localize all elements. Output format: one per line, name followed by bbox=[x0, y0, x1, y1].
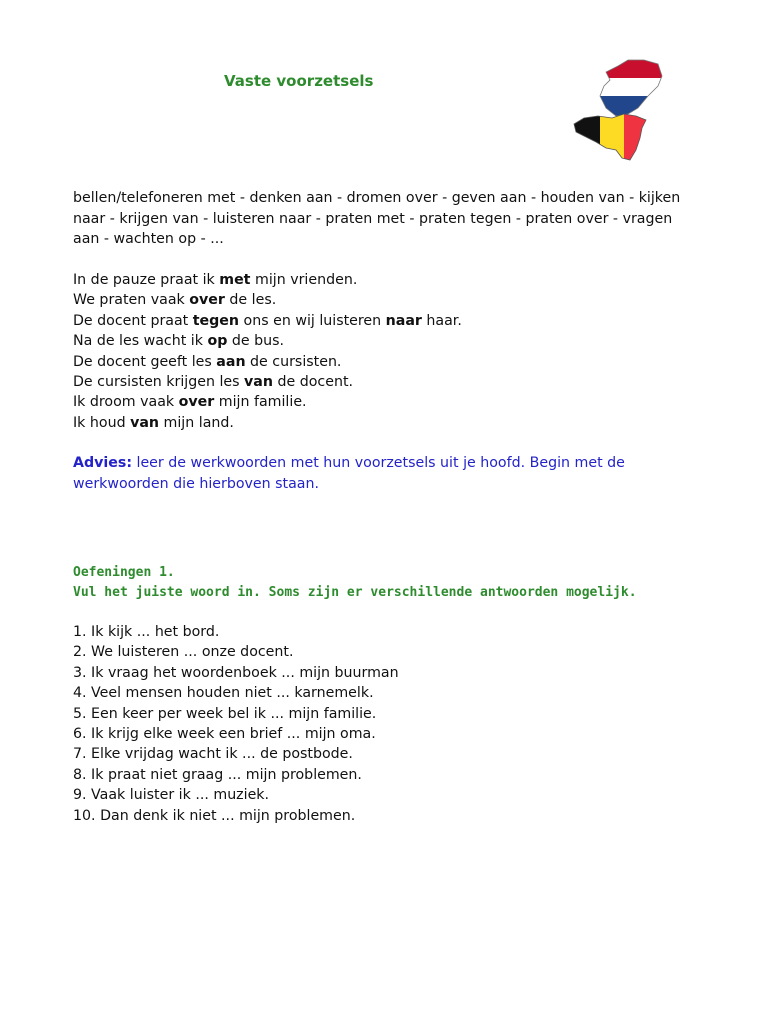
example-sentence: Ik droom vaak over mijn familie. bbox=[73, 394, 307, 411]
exercise-header bbox=[73, 563, 693, 603]
example-sentence: De docent geeft les aan de cursisten. bbox=[73, 353, 342, 370]
exercise-item: 6. Ik krijg elke week een brief ... mijn oma. bbox=[73, 726, 376, 743]
example-sentence: We praten vaak over de les. bbox=[73, 292, 277, 309]
exercise-item: 2. We luisteren ... onze docent. bbox=[73, 644, 294, 661]
advice-label: Advies: bbox=[73, 455, 132, 471]
exercise-instruction: Vul het juiste woord in. Soms zijn er verschillende antwoorden mogelijk. bbox=[73, 585, 637, 600]
exercise-item: 8. Ik praat niet graag ... mijn problemen. bbox=[73, 766, 362, 783]
verb-preposition-list: bellen/telefoneren met - denken aan - dromen over - geven aan - houden van - kijken naar - krijgen van - luisteren naar - praten met - praten tegen - praten over - vragen aan - wachten op - ... bbox=[73, 190, 681, 247]
exercise-heading: Oefeningen 1. bbox=[73, 565, 175, 580]
example-sentence: De docent praat tegen ons en wij luisteren naar haar. bbox=[73, 312, 462, 329]
advice-note bbox=[73, 453, 653, 494]
example-sentence: De cursisten krijgen les van de docent. bbox=[73, 374, 354, 391]
example-sentence: Na de les wacht ik op de bus. bbox=[73, 333, 285, 350]
netherlands-belgium-flag-map-icon bbox=[566, 56, 678, 168]
exercise-item: 1. Ik kijk ... het bord. bbox=[73, 624, 220, 640]
exercise-item: 4. Veel mensen houden niet ... karnemelk. bbox=[73, 685, 374, 702]
exercise-list bbox=[73, 622, 693, 826]
example-sentences bbox=[73, 270, 693, 433]
exercise-item: 3. Ik vraag het woordenboek ... mijn buurman bbox=[73, 664, 399, 681]
example-sentence: In de pauze praat ik met mijn vrienden. bbox=[73, 272, 358, 288]
exercise-item: 5. Een keer per week bel ik ... mijn familie. bbox=[73, 705, 377, 722]
advice-text: leer de werkwoorden met hun voorzetsels uit je hoofd. Begin met de werkwoorden die hierboven staan. bbox=[73, 455, 625, 492]
example-sentence: Ik houd van mijn land. bbox=[73, 414, 234, 431]
page-title: Vaste voorzetsels bbox=[224, 72, 374, 90]
exercise-item: 7. Elke vrijdag wacht ik ... de postbode. bbox=[73, 746, 353, 763]
exercise-item: 10. Dan denk ik niet ... mijn problemen. bbox=[73, 807, 356, 824]
exercise-item: 9. Vaak luister ik ... muziek. bbox=[73, 787, 270, 804]
